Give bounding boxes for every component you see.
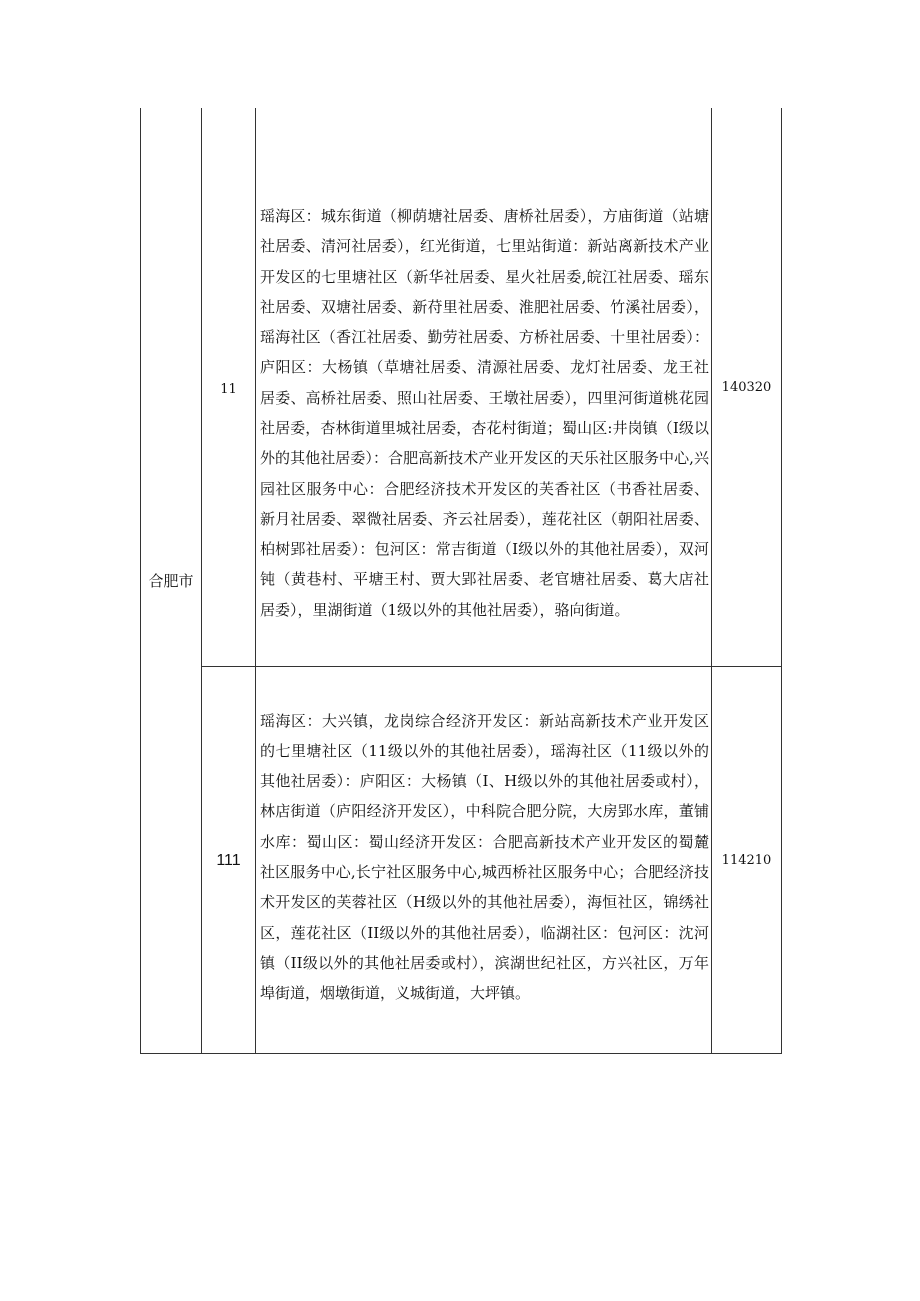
table-row <box>141 108 782 667</box>
grade-cell <box>202 667 256 1054</box>
area-description: 瑶海区：城东街道（柳荫塘社居委、唐桥社居委），方庙街道（站塘社居委、清河社居委），红光街道，七里站街道：新站离新技术产业开发区的七里塘社区（新华社居委、星火社居委,皖江社居委、瑶东社居委、双塘社居委、新苻里社居委、淮肥社居委、竹溪社居委），瑶海社区（香江社居委、勤劳社居委、方桥社居委、十里社居委）：庐阳区：大杨镇（草塘社居委、清源社居委、龙灯社居委、龙王社居委、高桥社居委、照山社居委、王墩社居委），四里河街道桃花园社居委，杏林街道里城社居委，杏花村街道；蜀山区:井岗镇（I级以外的其他社居委）：合肥高新技术产业开发区的天乐社区服务中心,兴园社区服务中心：合肥经济技术开发区的芙香社区（书香社居委、新月社居委、翠微社居委、齐云社居委），莲花社区（朝阳社居委、柏树郢社居委）：包河区：常吉街道（I级以外的其他社居委），双河钝（黄巷村、平塘王村、贾大郢社居委、老官塘社居委、葛大店社居委），里湖街道（1级以外的其他社居委），骆向街道。 <box>260 206 709 619</box>
area-cell <box>256 667 712 1054</box>
price-cell: 114210 <box>712 667 782 1054</box>
grade-cell <box>202 108 256 667</box>
price-cell: 140320 <box>712 108 782 667</box>
area-cell <box>256 108 712 667</box>
area-description: 瑶海区：大兴镇，龙岗综合经济开发区：新站高新技术产业开发区的七里塘社区（11级以外的其他社居委），瑶海社区（11级以外的其他社居委）：庐阳区：大杨镇（I、H级以外的其他社居委或村），林店街道（庐阳经济开发区），中科院合肥分院，大房郢水库，董铺水库：蜀山区：蜀山经济开发区：合肥高新技术产业开发区的蜀麓社区服务中心,长宁社区服务中心,城西桥社区服务中心；合肥经济技术开发区的芙蓉社区（H级以外的其他社居委），海恒社区，锦绣社区，莲花社区（II级以外的其他社居委），临湖社区：包河区：沈河镇（II级以外的其他社居委或村），滨湖世纪社区，方兴社区，万年埠街道，烟墩街道，义城街道，大坪镇。 <box>260 711 709 1003</box>
table-row <box>141 667 782 1054</box>
land-price-table <box>140 108 782 1054</box>
city-cell: 合肥市 <box>141 108 202 1054</box>
grade-label: 11 <box>220 381 237 397</box>
grade-label: 111 <box>216 852 241 869</box>
